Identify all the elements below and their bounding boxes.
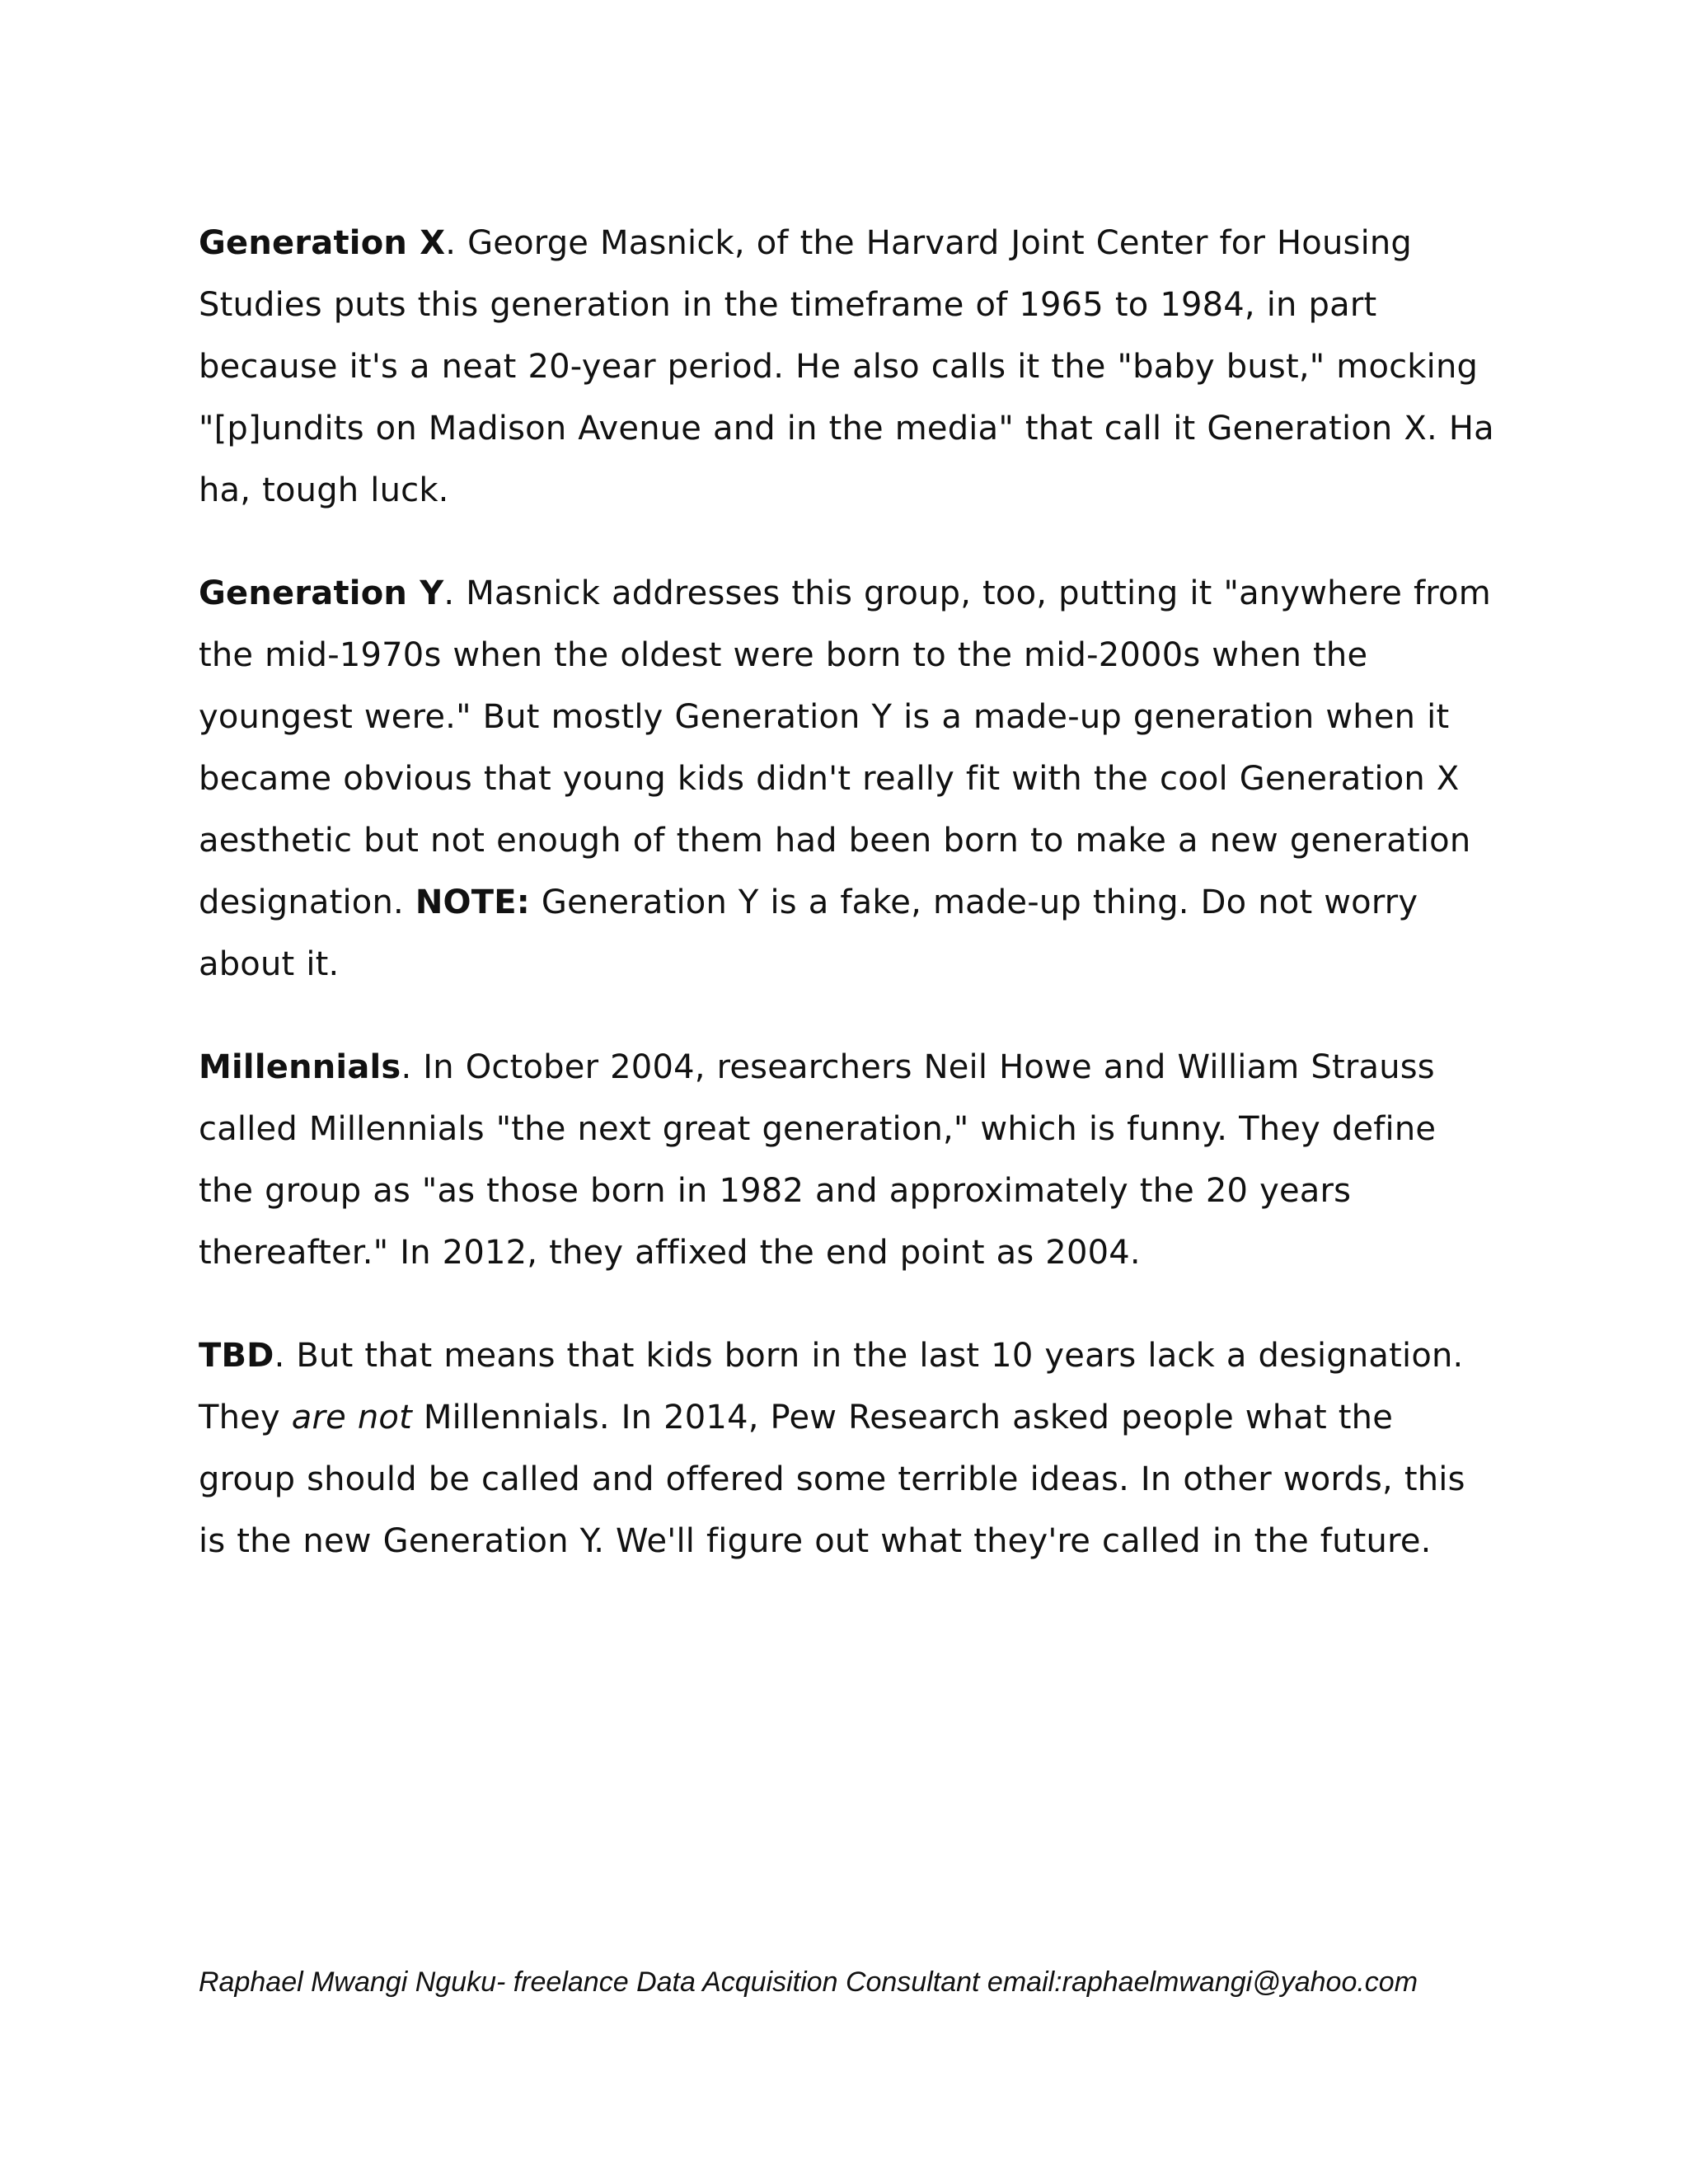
document-body bbox=[199, 213, 1501, 1572]
paragraph-generation-y bbox=[199, 563, 1501, 996]
page-footer: Raphael Mwangi Nguku- freelance Data Acquisition Consultant email:raphaelmwangi@yahoo.com bbox=[199, 1966, 1418, 1998]
paragraph-text-before: But that means that kids born in the last 10 years lack a designation. They bbox=[199, 1337, 1464, 1436]
term-tbd: TBD bbox=[199, 1337, 274, 1375]
term-generation-x: Generation X bbox=[199, 224, 446, 262]
paragraph-text: George Masnick, of the Harvard Joint Center for Housing Studies puts this generation in the timeframe of 1965 to 1984, in part because it's a neat 20-year period. He also calls it the "baby bust," mocking "[p]undits on Madison Avenue and in the media" that call it Generation X. Ha ha, tough luck. bbox=[199, 224, 1494, 509]
paragraph-text-after: Millennials. In 2014, Pew Research asked people what the group should be called and offered some terrible ideas. In other words, this is the new Generation Y. We'll figure out what they're called in the future. bbox=[199, 1399, 1465, 1560]
term-generation-y: Generation Y bbox=[199, 574, 444, 612]
paragraph-generation-x bbox=[199, 213, 1501, 522]
term-suffix: . bbox=[274, 1337, 285, 1375]
term-suffix: . bbox=[443, 574, 455, 612]
paragraph-text: Masnick addresses this group, too, putting it "anywhere from the mid-1970s when the oldest were born to the mid-2000s when the youngest were." But mostly Generation Y is a made-up generation when it became obvious that young kids didn't really fit with the cool Generation X aesthetic but not enough of them had been born to make a new generation designation. bbox=[199, 574, 1491, 921]
term-suffix: . bbox=[445, 224, 457, 262]
paragraph-text: In October 2004, researchers Neil Howe and William Strauss called Millennials "the next great generation," which is funny. They define the group as "as those born in 1982 and approximately the 20 years thereafter." In 2012, they affixed the end point as 2004. bbox=[199, 1048, 1437, 1272]
term-millennials: Millennials bbox=[199, 1048, 401, 1086]
paragraph-millennials bbox=[199, 1037, 1501, 1284]
emphasis-text: are not bbox=[291, 1399, 412, 1436]
term-suffix: . bbox=[401, 1048, 412, 1086]
note-text: Generation Y is a fake, made-up thing. Do not worry about it. bbox=[199, 883, 1418, 983]
paragraph-tbd bbox=[199, 1325, 1501, 1572]
note-label: NOTE: bbox=[415, 883, 530, 921]
